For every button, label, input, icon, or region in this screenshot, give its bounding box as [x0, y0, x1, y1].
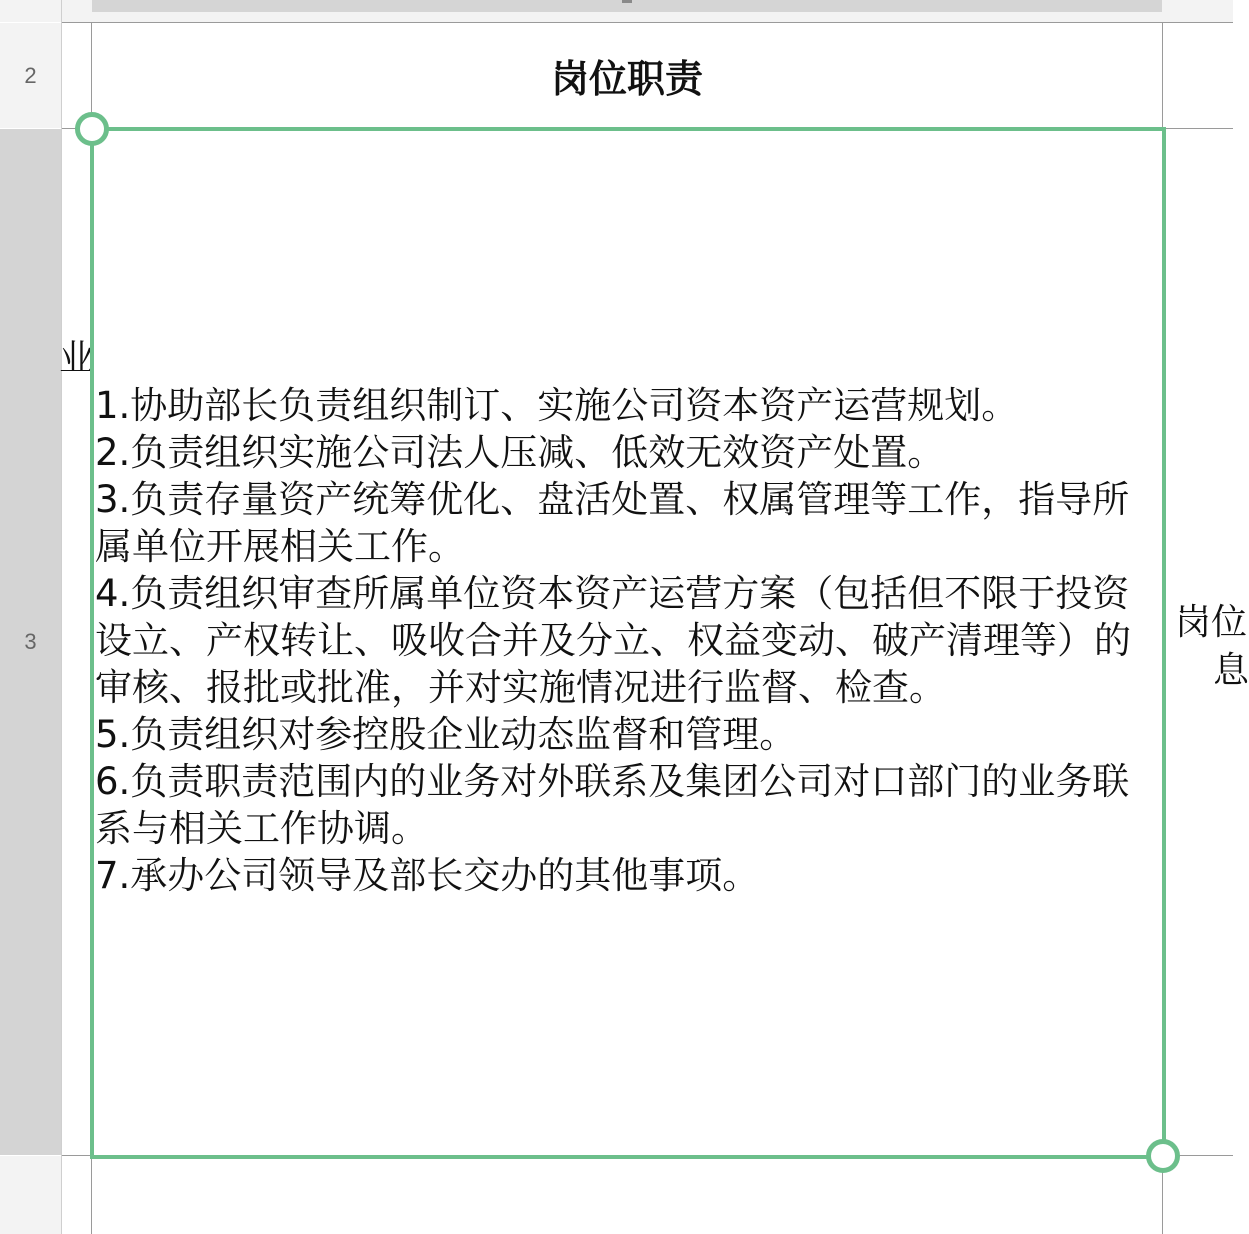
row-header-4[interactable] [0, 1156, 61, 1234]
duty-item-4: 4.负责组织审查所属单位资本资产运营方案（包括但不限于投资设立、产权转让、吸收合并及分立、权益变动、破产清理等）的审核、报批或批准，并对实施情况进行监督、检查。 [95, 571, 1131, 709]
row-header-3[interactable]: 3 [0, 129, 61, 1155]
row-header-2[interactable]: 2 [0, 23, 61, 128]
row-header-1[interactable] [0, 0, 61, 22]
duty-item-1: 1.协助部长负责组织制订、实施公司资本资产运营规划。 [95, 383, 1019, 427]
duty-item-3: 3.负责存量资产统筹优化、盘活处置、权属管理等工作，指导所属单位开展相关工作。 [95, 477, 1130, 568]
cell-left-neighbor[interactable] [58, 330, 95, 380]
cell-title[interactable] [92, 23, 1162, 128]
selection-handle-bottom-right[interactable] [1146, 1139, 1180, 1173]
duty-item-2: 2.负责组织实施公司法人压减、低效无效资产处置。 [95, 430, 945, 474]
right-clipped-text-line-1: 岗位 [1175, 602, 1248, 643]
duty-item-5: 5.负责组织对参控股企业动态监督和管理。 [95, 712, 797, 756]
left-clipped-text: 业 [58, 338, 95, 379]
duty-item-6: 6.负责职责范围内的业务对外联系及集团公司对口部门的业务联系与相关工作协调。 [95, 759, 1130, 850]
cell-title-text: 岗位职责 [550, 57, 703, 101]
cell-right-neighbor[interactable] [1163, 590, 1249, 691]
cell-duties[interactable] [92, 129, 1162, 1155]
duties-text [95, 382, 1135, 899]
column-resize-marker[interactable] [622, 0, 632, 3]
selection-handle-top-left[interactable] [75, 112, 109, 146]
row-header-border [61, 0, 62, 1234]
duty-item-7: 7.承办公司领导及部长交办的其他事项。 [95, 853, 760, 897]
right-clipped-text-line-2: 息 [1213, 650, 1249, 691]
gridline-row-3-bottom [62, 1155, 1233, 1156]
